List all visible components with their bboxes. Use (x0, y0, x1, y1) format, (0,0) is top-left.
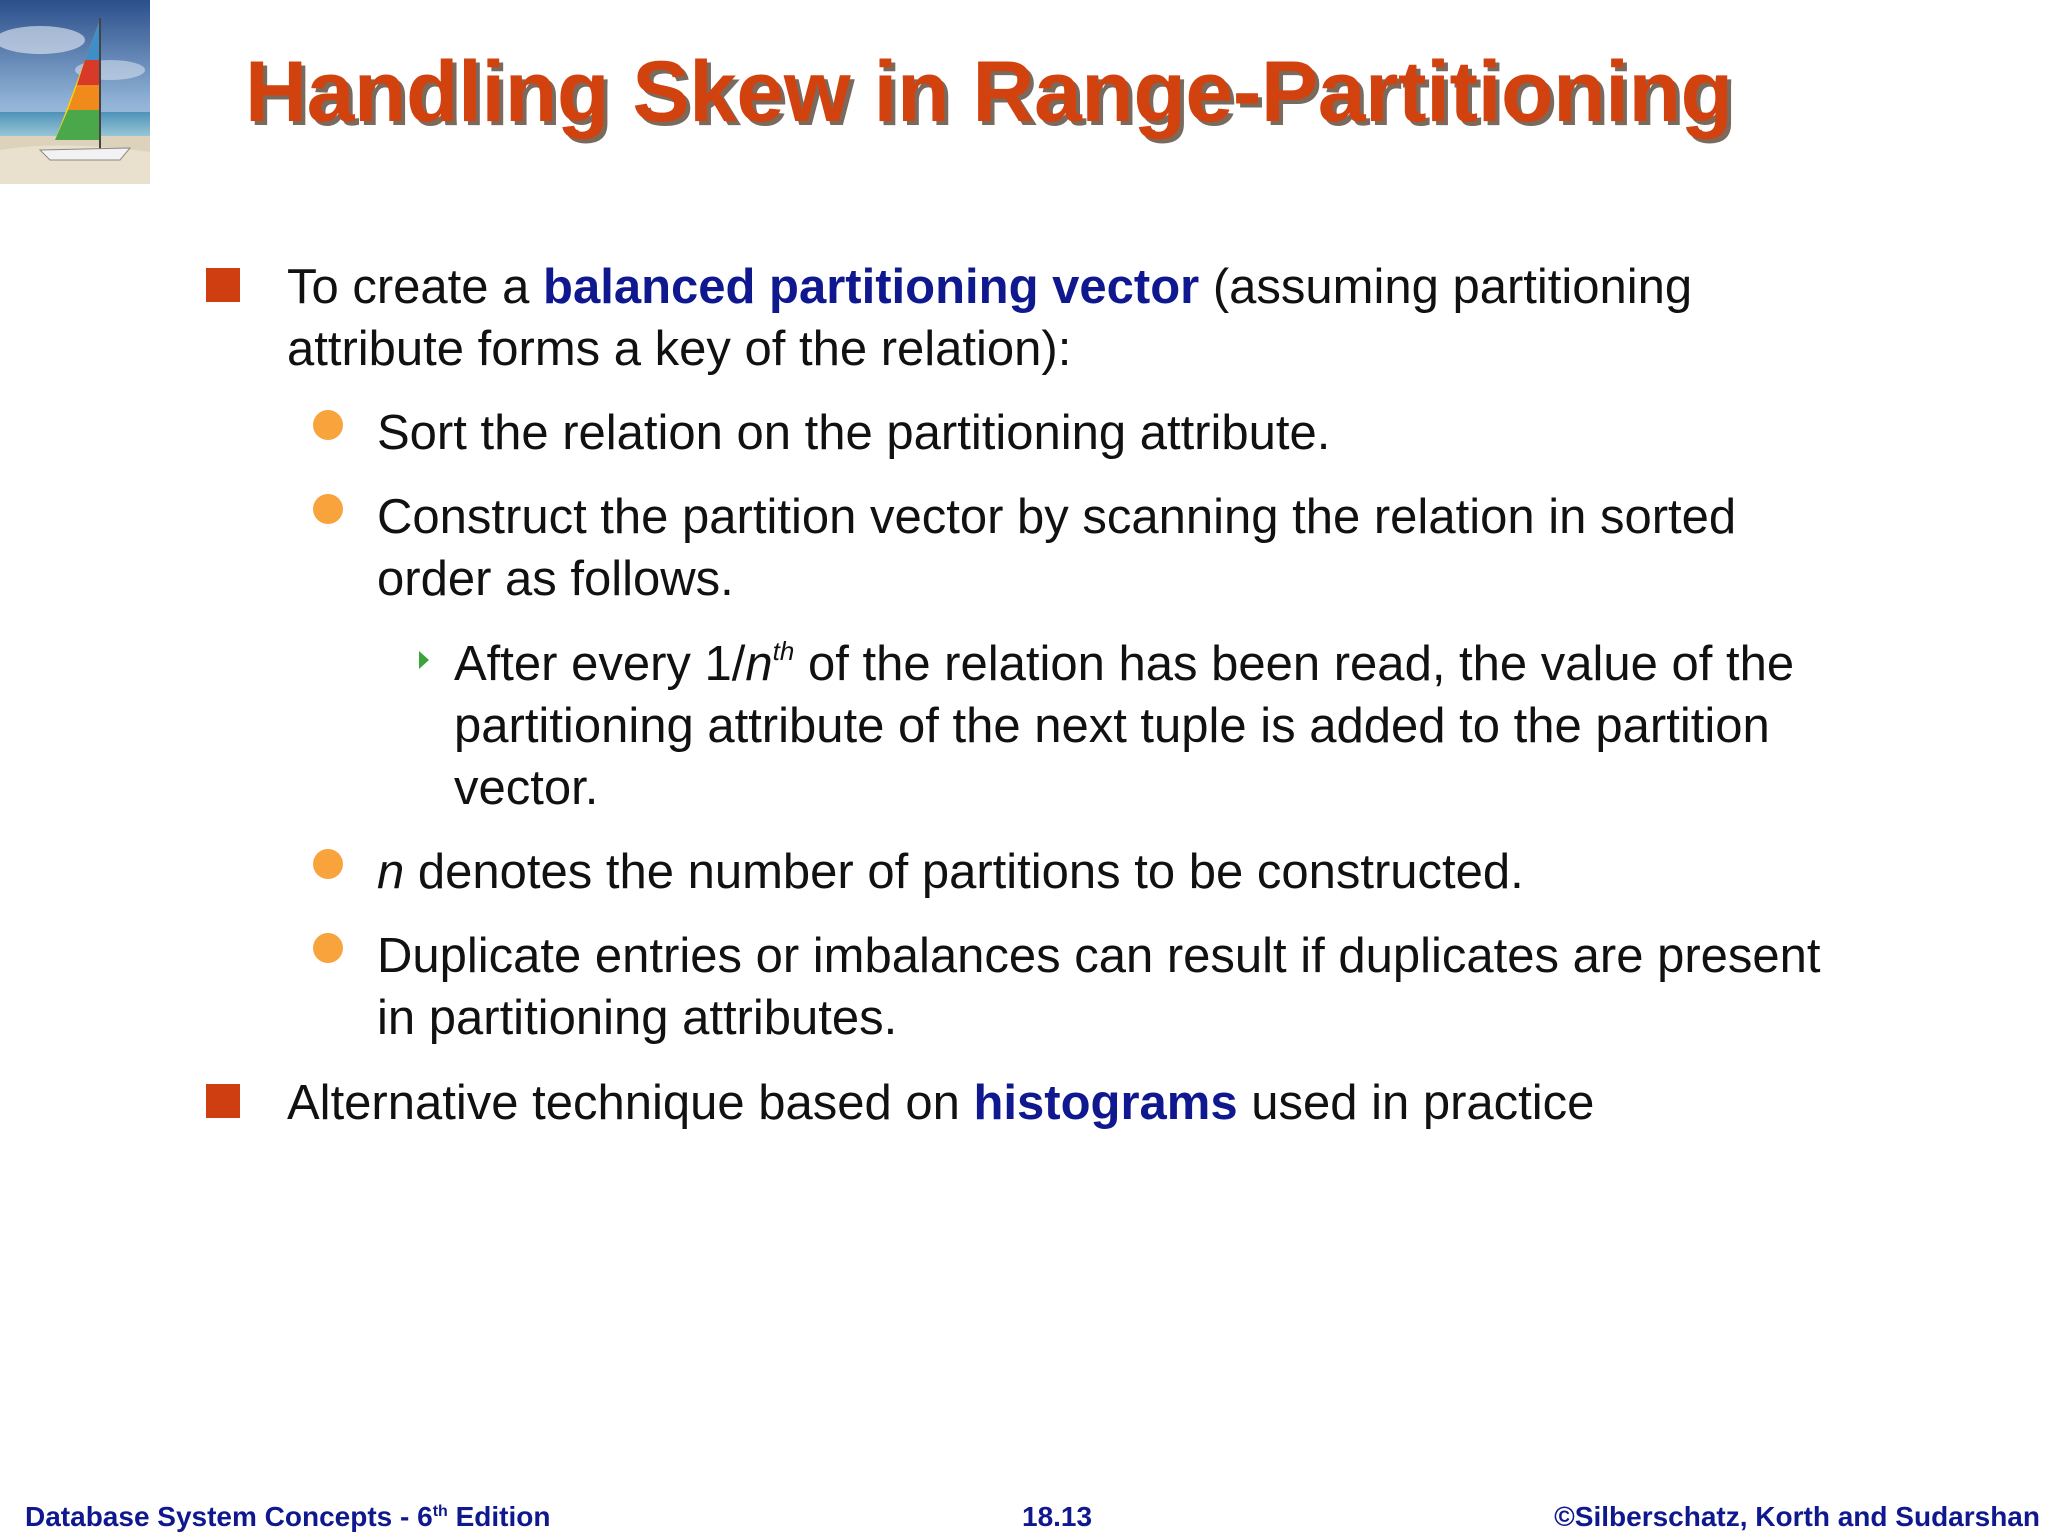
bullet-text: After every 1/ (454, 637, 746, 691)
bullet-balanced-vector (287, 256, 1807, 380)
sub-bullet-n-denotes (377, 841, 1837, 903)
bullet-text: To create a (287, 260, 544, 314)
bullet-text-continued: (assuming partitioning attribute forms a key of the relation): (287, 260, 1693, 376)
bullet-text: Alternative technique based on (287, 1076, 974, 1130)
sailboat-logo-icon (0, 0, 150, 184)
footer-slide-number: 18.13 (1022, 1501, 1093, 1532)
slide-title: Handling Skew in Range-Partitioning (245, 44, 1733, 140)
footer-book-title (25, 1500, 550, 1534)
footer-book-title-text: Database System Concepts - 6 (25, 1501, 433, 1532)
footer-edition-text: Edition (447, 1501, 551, 1532)
bullet-histograms (287, 1072, 1807, 1134)
n-variable: n (377, 845, 405, 899)
sub-bullet-construct: Construct the partition vector by scanning the relation in sorted order as follows. (377, 490, 1737, 606)
footer-edition-superscript: th (432, 1503, 448, 1520)
round-bullet-icon (313, 410, 343, 440)
bullet-text-continued: used in practice (1237, 1076, 1595, 1130)
sub-bullet-duplicates: Duplicate entries or imbalances can result if duplicates are present in partitioning attributes. (377, 929, 1821, 1045)
footer-copyright: ©Silberschatz, Korth and Sudarshan (1554, 1501, 2040, 1532)
arrow-bullet-icon (419, 651, 429, 669)
th-superscript: th (772, 636, 795, 666)
histograms-term: histograms (973, 1076, 1238, 1130)
bullet-text-continued: of the relation has been read, the value of the partitioning attribute of the next tuple is added to the partition vector. (454, 637, 1795, 815)
n-variable: n (745, 637, 773, 691)
balanced-partitioning-vector-term: balanced partitioning vector (543, 260, 1200, 314)
round-bullet-icon (313, 849, 343, 879)
round-bullet-icon (313, 494, 343, 524)
square-bullet-icon (206, 1084, 240, 1118)
round-bullet-icon (313, 933, 343, 963)
bullet-text: denotes the number of partitions to be constructed. (404, 845, 1524, 899)
sub-bullet-sort: Sort the relation on the partitioning attribute. (377, 406, 1331, 460)
sub-sub-bullet-after-every (454, 633, 1834, 819)
square-bullet-icon (206, 268, 240, 302)
